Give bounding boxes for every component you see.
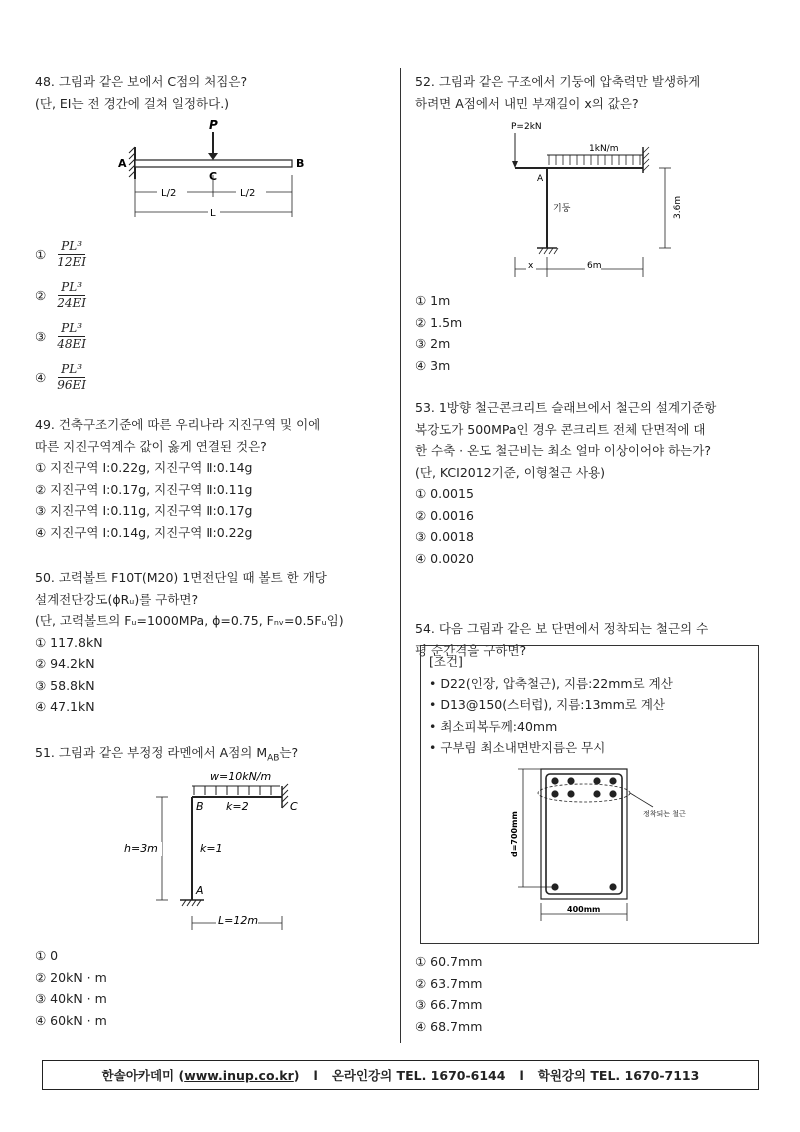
q51-load-w: w=10kN/m <box>210 770 272 783</box>
q48-beam-figure <box>115 117 315 232</box>
footer-academy: 한솔아카데미 ( <box>101 1068 185 1083</box>
q52-title-line-2: 하려면 A점에서 내민 부재길이 x의 값은? <box>415 95 639 111</box>
q52-title-line-1: 52. 그림과 같은 구조에서 기둥에 압축력만 발생하게 <box>415 74 701 89</box>
question-48 <box>35 71 390 392</box>
q54-option-4[interactable]: ④ 68.7mm <box>415 1018 483 1034</box>
q54-condition-box <box>420 645 759 944</box>
q52-dim-span: 6m <box>587 261 602 271</box>
q48-options <box>35 234 89 398</box>
q52-column-label: 기둥 <box>553 204 571 214</box>
q54-options <box>415 951 482 1037</box>
q52-option-2[interactable]: ② 1.5m <box>415 314 463 330</box>
q51-k1: k=1 <box>200 842 223 855</box>
q48-dim-half-2: L/2 <box>240 188 256 199</box>
q51-option-1[interactable]: ① 0 <box>35 948 59 963</box>
q52-label-A: A <box>537 174 544 184</box>
question-51 <box>35 742 390 1028</box>
q50-option-2[interactable]: ② 94.2kN <box>35 656 95 671</box>
question-53 <box>415 397 765 569</box>
q51-dim-L: L=12m <box>218 914 259 927</box>
q54-cond-2: • D13@150(스터럽), 지름:13mm로 계산 <box>429 697 665 712</box>
footer-online-tel: 온라인강의 TEL. 1670-6144 <box>331 1068 506 1083</box>
q49-option-1[interactable]: ① 지진구역 Ⅰ:0.22g, 지진구역 Ⅱ:0.14g <box>35 460 253 475</box>
q51-options <box>35 945 107 1031</box>
q49-option-4[interactable]: ④ 지진구역 Ⅰ:0.14g, 지진구역 Ⅱ:0.22g <box>35 524 253 540</box>
q54-section-figure <box>493 761 723 931</box>
q51-frame-figure <box>120 766 320 936</box>
q54-cond-title: [조건] <box>429 654 463 669</box>
question-49 <box>35 414 390 543</box>
q52-dim-x: x <box>528 261 534 271</box>
q52-options <box>415 290 462 376</box>
q54-title-line-2: 평 순간격을 구하면? <box>415 642 527 658</box>
q52-option-1[interactable]: ① 1m <box>415 293 451 308</box>
q48-condition: (단, EI는 전 경간에 걸쳐 일정하다.) <box>35 95 230 111</box>
q51-k2: k=2 <box>226 800 249 813</box>
q48-option-3[interactable]: ③ $\frac{\text{PL³}}{48EI}$ <box>35 321 86 351</box>
q51-label-A: A <box>196 884 204 897</box>
question-50 <box>35 567 390 718</box>
q48-option-4[interactable]: ④ $\frac{\text{PL³}}{96EI}$ <box>35 362 86 392</box>
q48-dim-half-1: L/2 <box>161 188 177 199</box>
q54-option-2[interactable]: ② 63.7mm <box>415 975 483 991</box>
q54-dim-d: d=700mm <box>510 811 519 857</box>
q53-title-line-2: 복강도가 500MPa인 경우 콘크리트 전체 단면적에 대 <box>415 421 706 437</box>
q53-option-3[interactable]: ③ 0.0018 <box>415 529 474 544</box>
q48-option-1[interactable]: ① $\frac{\text{PL³}}{12EI}$ <box>35 239 86 269</box>
q48-label-B: B <box>296 157 305 170</box>
q53-condition: (단, KCI2012기준, 이형철근 사용) <box>415 464 606 480</box>
q50-title-line-2: 설계전단강도(ϕRᵤ)를 구하면? <box>35 591 199 607</box>
footer-separator-1: l <box>313 1067 318 1083</box>
q49-option-2[interactable]: ② 지진구역 Ⅰ:0.17g, 지진구역 Ⅱ:0.11g <box>35 481 253 497</box>
q52-dim-h: 3.6m <box>673 195 683 219</box>
q50-option-1[interactable]: ① 117.8kN <box>35 634 103 650</box>
q48-load-P: P <box>209 118 218 132</box>
q54-option-1[interactable]: ① 60.7mm <box>415 954 483 969</box>
footer-url-link[interactable]: www.inup.co.kr <box>184 1067 294 1083</box>
footer-separator-2: l <box>519 1067 524 1083</box>
q52-frame-figure <box>507 117 687 282</box>
q50-condition: (단, 고력볼트의 Fᵤ=1000MPa, ϕ=0.75, Fₙᵥ=0.5Fᵤ임) <box>35 613 344 628</box>
q48-label-A: A <box>118 157 127 170</box>
q50-title-line-1: 50. 고력볼트 F10T(M20) 1면전단일 때 볼트 한 개당 <box>35 570 327 585</box>
q48-label-C: C <box>209 170 218 183</box>
footer-bar <box>42 1060 759 1090</box>
q52-option-4[interactable]: ④ 3m <box>415 357 451 373</box>
q50-option-3[interactable]: ③ 58.8kN <box>35 677 95 693</box>
q52-option-3[interactable]: ③ 2m <box>415 336 451 351</box>
q54-option-3[interactable]: ③ 66.7mm <box>415 997 483 1012</box>
q53-option-2[interactable]: ② 0.0016 <box>415 507 474 523</box>
q53-option-1[interactable]: ① 0.0015 <box>415 486 474 501</box>
column-divider <box>400 68 401 1043</box>
q52-load-P: P=2kN <box>511 122 542 132</box>
q48-option-2[interactable]: ② $\frac{\text{PL³}}{24EI}$ <box>35 280 86 310</box>
q54-conditions <box>429 651 673 759</box>
q51-label-C: C <box>290 800 298 813</box>
q51-option-2[interactable]: ② 20kN · m <box>35 969 107 985</box>
q51-option-3[interactable]: ③ 40kN · m <box>35 991 107 1006</box>
q51-label-B: B <box>196 800 204 813</box>
q51-option-4[interactable]: ④ 60kN · m <box>35 1012 107 1028</box>
q51-title: 51. 그림과 같은 부정정 라멘에서 A점의 $M_{AB}$는? <box>35 745 299 764</box>
q49-title-line-1: 49. 건축구조기준에 따른 우리나라 지진구역 및 이에 <box>35 417 321 432</box>
q52-load-w: 1kN/m <box>589 144 619 154</box>
q48-title: 48. 그림과 같은 보에서 C점의 처짐은? <box>35 74 248 89</box>
q50-option-4[interactable]: ④ 47.1kN <box>35 699 95 714</box>
footer-offline-tel: 학원강의 TEL. 1670-7113 <box>537 1068 700 1083</box>
q51-dim-h: h=3m <box>124 842 158 855</box>
question-52 <box>415 71 765 373</box>
q49-option-3[interactable]: ③ 지진구역 Ⅰ:0.11g, 지진구역 Ⅱ:0.17g <box>35 503 253 518</box>
q54-title-line-1: 54. 다음 그림과 같은 보 단면에서 정착되는 철근의 수 <box>415 621 709 636</box>
q54-cond-1: • D22(인장, 압축철근), 지름:22mm로 계산 <box>429 675 673 691</box>
q53-title-line-3: 한 수축 · 온도 철근비는 최소 얼마 이상이어야 하는가? <box>415 443 711 458</box>
footer-academy-end: ) <box>293 1067 300 1083</box>
q54-cond-4: • 구부림 최소내면반지름은 무시 <box>429 740 606 755</box>
q54-cond-3: • 최소피복두께:40mm <box>429 718 558 734</box>
q54-rebar-label: 정착되는 철근 <box>643 810 686 818</box>
q49-title-line-2: 따른 지진구역계수 값이 옳게 연결된 것은? <box>35 438 267 454</box>
q53-option-4[interactable]: ④ 0.0020 <box>415 550 474 566</box>
q53-title-line-1: 53. 1방향 철근콘크리트 슬래브에서 철근의 설계기준항 <box>415 400 717 415</box>
q54-dim-width: 400mm <box>567 905 601 914</box>
q48-dim-L: L <box>210 208 216 219</box>
